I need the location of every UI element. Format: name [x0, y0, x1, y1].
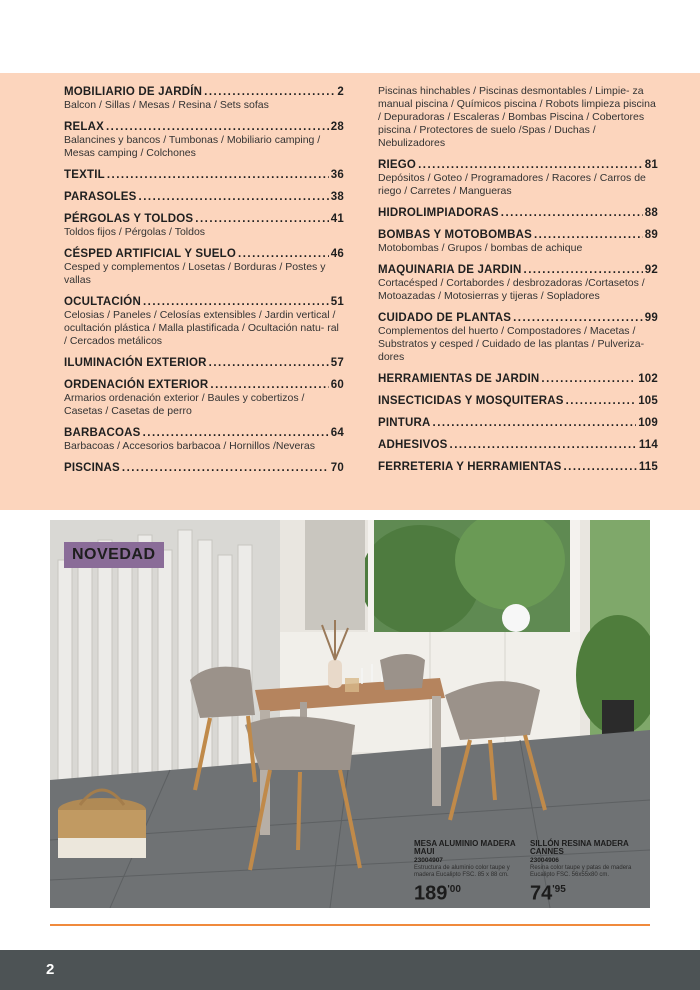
- toc-page-number: 38: [330, 191, 344, 203]
- toc-title-row: [64, 247, 344, 261]
- toc-section-title: ILUMINACIÓN EXTERIOR: [64, 357, 207, 369]
- product-ref: 23004906: [530, 857, 559, 864]
- toc-entry: [64, 356, 344, 370]
- toc-entry: [378, 263, 658, 303]
- toc-leader-dots: [566, 394, 637, 408]
- toc-leader-dots: [209, 356, 329, 370]
- toc-page-number: 105: [638, 395, 658, 407]
- toc-leader-dots: [513, 311, 643, 325]
- toc-subcategories: Armarios ordenación exterior / Baules y cobertizos / Casetas / Casetas de perro: [64, 392, 305, 417]
- novedad-badge: NOVEDAD: [64, 542, 164, 568]
- toc-subcategories: Toldos fijos / Pérgolas / Toldos: [64, 226, 206, 238]
- toc-entry: [64, 247, 344, 287]
- toc-right-column: [378, 85, 658, 482]
- page-number: 2: [46, 961, 55, 978]
- toc-entry: [378, 460, 658, 474]
- toc-section-title: INSECTICIDAS Y MOSQUITERAS: [378, 395, 564, 407]
- toc-entry: [378, 311, 658, 364]
- toc-title-row: [64, 212, 344, 226]
- toc-leader-dots: [433, 416, 637, 430]
- toc-subcategories: Barbacoas / Accesorios barbacoa / Hornillos /Neveras: [64, 440, 315, 452]
- toc-page-number: 102: [638, 373, 658, 385]
- toc-page-number: 36: [330, 169, 344, 181]
- orange-divider: [50, 924, 650, 926]
- toc-title-row: [64, 378, 344, 392]
- toc-entry: [64, 378, 344, 418]
- toc-section-title: PÉRGOLAS Y TOLDOS: [64, 213, 194, 225]
- toc-title-row: [64, 168, 344, 182]
- toc-page-number: 46: [330, 248, 344, 260]
- toc-page-number: 60: [330, 379, 344, 391]
- toc-page-number: 28: [330, 121, 344, 133]
- toc-entry: [378, 158, 658, 198]
- toc-page-number: 2: [337, 86, 344, 98]
- toc-title-row: [64, 295, 344, 309]
- toc-section-title: OCULTACIÓN: [64, 296, 141, 308]
- toc-subcategories: Balcon / Sillas / Mesas / Resina / Sets sofas: [64, 99, 269, 111]
- toc-left-column: [64, 85, 344, 483]
- toc-page-number: 81: [644, 159, 658, 171]
- toc-page-number: 88: [644, 207, 658, 219]
- toc-leader-dots: [534, 228, 643, 242]
- toc-page-number: 70: [330, 462, 344, 474]
- toc-leader-dots: [238, 247, 329, 261]
- toc-title-row: [64, 461, 344, 475]
- toc-title-row: [378, 460, 658, 474]
- toc-title-row: [64, 85, 344, 99]
- toc-section-title: CUIDADO DE PLANTAS: [378, 312, 512, 324]
- toc-section-title: HERRAMIENTAS DE JARDIN: [378, 373, 540, 385]
- toc-leader-dots: [143, 295, 329, 309]
- toc-subcategories: Cesped y complementos / Losetas / Borduras / Postes y vallas: [64, 261, 326, 286]
- toc-page-number: 89: [644, 229, 658, 241]
- toc-entry: [64, 212, 344, 239]
- toc-subcategories: Depósitos / Goteo / Programadores / Racores / Carros de riego / Carretes / Mangueras: [378, 172, 646, 197]
- toc-title-row: [378, 394, 658, 408]
- toc-section-title: MOBILIARIO DE JARDÍN: [64, 86, 203, 98]
- product-price-cents: '00: [447, 884, 461, 895]
- toc-page-number: 57: [330, 357, 344, 369]
- product-name: SILLÓN RESINA MADERA CANNES: [530, 839, 629, 856]
- toc-intro-text: Piscinas hinchables / Piscinas desmontables / Limpie- za manual piscina / Químicos piscina / Robots limpieza piscina / Depuradoras / Escaleras / Bombas Piscina / Cobertores piscina / Protectores de suelo /Spas / Duchas / Nebulizadores: [378, 85, 656, 149]
- toc-leader-dots: [418, 158, 643, 172]
- toc-entry: [64, 295, 344, 348]
- product-card-table: [414, 840, 524, 904]
- toc-title-row: [378, 416, 658, 430]
- toc-leader-dots: [450, 438, 637, 452]
- toc-page-number: 92: [644, 264, 658, 276]
- toc-section-title: ADHESIVOS: [378, 439, 448, 451]
- toc-section-title: ORDENACIÓN EXTERIOR: [64, 379, 209, 391]
- toc-leader-dots: [143, 426, 329, 440]
- toc-section-title: RIEGO: [378, 159, 417, 171]
- toc-entry: [378, 206, 658, 220]
- toc-entry: [378, 372, 658, 386]
- toc-leader-dots: [107, 168, 329, 182]
- toc-entry: [378, 438, 658, 452]
- toc-page-number: 99: [644, 312, 658, 324]
- toc-subcategories: Cortacésped / Cortabordes / desbrozadoras /Cortasetos / Motoazadas / Motosierras y tijeras / Sopladores: [378, 277, 645, 302]
- toc-entry: [64, 85, 344, 112]
- toc-section-title: TEXTIL: [64, 169, 105, 181]
- toc-title-row: [378, 311, 658, 325]
- toc-entry: [378, 416, 658, 430]
- toc-title-row: [378, 228, 658, 242]
- toc-section-title: BARBACOAS: [64, 427, 141, 439]
- toc-leader-dots: [501, 206, 643, 220]
- toc-page-number: 41: [330, 213, 344, 225]
- toc-section-title: BOMBAS Y MOTOBOMBAS: [378, 229, 532, 241]
- toc-section-title: HIDROLIMPIADORAS: [378, 207, 499, 219]
- product-card-chair: [530, 840, 640, 904]
- toc-leader-dots: [204, 85, 335, 99]
- toc-title-row: [64, 190, 344, 204]
- toc-title-row: [378, 263, 658, 277]
- toc-page-number: 109: [638, 417, 658, 429]
- product-photo: [50, 520, 650, 908]
- toc-section-title: PINTURA: [378, 417, 431, 429]
- toc-leader-dots: [563, 460, 636, 474]
- toc-title-row: [378, 438, 658, 452]
- toc-entry: [64, 190, 344, 204]
- toc-entry: [64, 426, 344, 453]
- toc-page-number: 115: [638, 461, 658, 473]
- product-price-cents: '95: [552, 884, 566, 895]
- toc-title-row: [378, 158, 658, 172]
- toc-leader-dots: [541, 372, 636, 386]
- product-price: 189: [414, 882, 448, 905]
- toc-entry: [378, 228, 658, 255]
- product-desc: Resina color taupe y patas de madera Eucalipto FSC. 56x55x80 cm.: [530, 865, 632, 878]
- toc-page-number: 64: [330, 427, 344, 439]
- toc-entry: [64, 120, 344, 160]
- toc-leader-dots: [195, 212, 329, 226]
- toc-leader-dots: [139, 190, 329, 204]
- toc-leader-dots: [524, 263, 643, 277]
- product-ref: 23004907: [414, 857, 443, 864]
- toc-title-row: [64, 356, 344, 370]
- toc-entry: [64, 461, 344, 475]
- toc-title-row: [378, 206, 658, 220]
- toc-section-title: PISCINAS: [64, 462, 120, 474]
- toc-page-number: 114: [638, 439, 658, 451]
- page-footer: [0, 950, 700, 990]
- toc-title-row: [64, 426, 344, 440]
- toc-section-title: RELAX: [64, 121, 104, 133]
- toc-entry: [64, 168, 344, 182]
- toc-subcategories: Complementos del huerto / Compostadores / Macetas / Substratos y cesped / Cuidado de las plantas / Pulveriza- dores: [378, 325, 645, 363]
- toc-subcategories: Balancines y bancos / Tumbonas / Mobiliario camping / Mesas camping / Colchones: [64, 134, 321, 159]
- toc-leader-dots: [210, 378, 328, 392]
- table-of-contents: [0, 73, 700, 510]
- toc-section-title: PARASOLES: [64, 191, 137, 203]
- toc-section-title: MAQUINARIA DE JARDIN: [378, 264, 522, 276]
- toc-leader-dots: [106, 120, 329, 134]
- toc-section-title: CÉSPED ARTIFICIAL Y SUELO: [64, 248, 236, 260]
- toc-leader-dots: [122, 461, 329, 475]
- product-price: 74: [530, 882, 553, 905]
- toc-page-number: 51: [330, 296, 344, 308]
- toc-subcategories: Celosias / Paneles / Celosías extensibles / Jardin vertical / ocultación plástica / Malla plastificada / Ocultación natu- ral / Cercados metálicos: [64, 309, 339, 347]
- toc-section-title: FERRETERIA Y HERRAMIENTAS: [378, 461, 562, 473]
- toc-subcategories: Motobombas / Grupos / bombas de achique: [378, 242, 583, 254]
- product-desc: Estructura de aluminio color taupe y madera Eucalipto FSC. 85 x 88 cm.: [414, 865, 510, 878]
- product-name: MESA ALUMINIO MADERA MAUI: [414, 839, 516, 856]
- toc-title-row: [64, 120, 344, 134]
- toc-entry: [378, 394, 658, 408]
- toc-title-row: [378, 372, 658, 386]
